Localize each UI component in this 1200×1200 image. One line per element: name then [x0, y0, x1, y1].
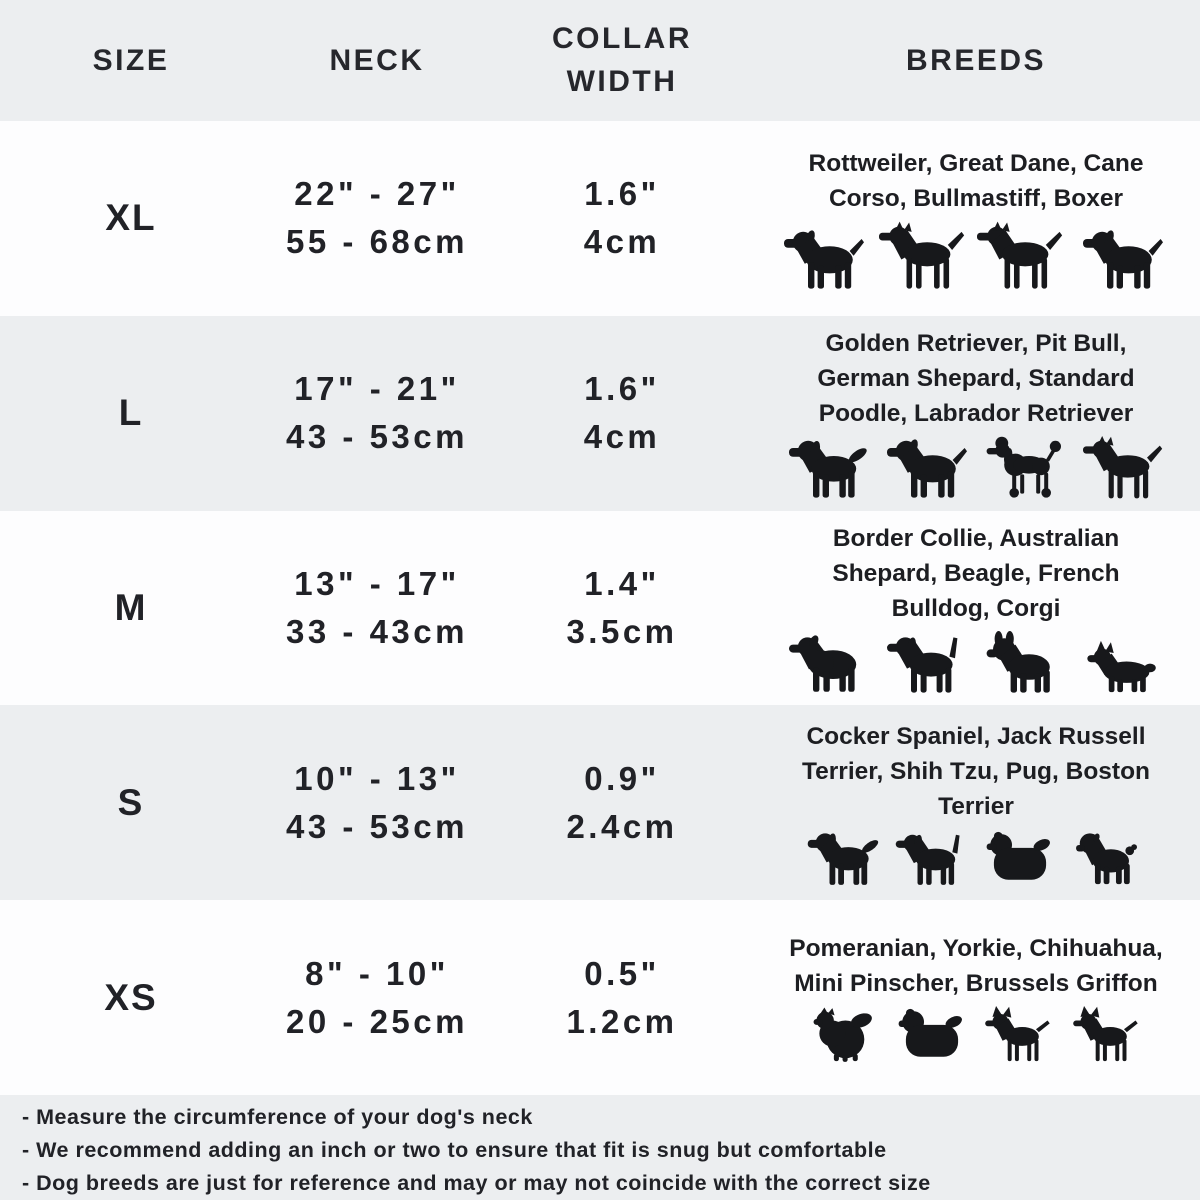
- neck-measurement-m: [262, 560, 492, 656]
- width-cm: 1.2cm: [566, 1002, 678, 1040]
- beagle-icon: [884, 631, 970, 695]
- width-inches: 1.6": [584, 370, 660, 408]
- table-header: [0, 0, 1200, 121]
- corgi-icon: [1080, 638, 1166, 695]
- note-measure: - Measure the circumference of your dog's neck: [22, 1105, 533, 1130]
- neck-measurement-xl: [262, 170, 492, 266]
- width-cm: 2.4cm: [566, 807, 678, 845]
- width-cm: 3.5cm: [566, 612, 678, 650]
- size-label-xl: XL: [105, 197, 157, 239]
- dog-icons: [786, 436, 1166, 500]
- dog-icons: [786, 631, 1166, 695]
- dog-icons: [806, 829, 1146, 887]
- table-row-xs: [0, 900, 1200, 1095]
- breeds-cell-l: [752, 316, 1200, 511]
- table-row-s: [0, 705, 1200, 900]
- bullmastiff-icon: [1075, 227, 1171, 291]
- neck-cm: 43 - 53cm: [286, 418, 468, 456]
- yorkie-icon: [894, 1006, 970, 1064]
- labrador-retriever-icon: [884, 436, 970, 500]
- neck-cm: 20 - 25cm: [286, 1002, 468, 1040]
- header-neck: NECK: [329, 43, 425, 77]
- shih-tzu-icon: [982, 829, 1058, 887]
- jack-russell-terrier-icon: [894, 829, 970, 887]
- size-label-m: M: [114, 586, 148, 628]
- breeds-cell-s: [752, 705, 1200, 900]
- dog-icons: [781, 221, 1171, 291]
- width-inches: 0.5": [584, 954, 660, 992]
- width-inches: 0.9": [584, 759, 660, 797]
- footnotes: [0, 1095, 1200, 1200]
- german-shepherd-icon: [1080, 436, 1166, 500]
- breeds-list: Golden Retriever, Pit Bull, German Shepard, Standard Poodle, Labrador Retriever: [817, 330, 1135, 428]
- collar-width-l: [492, 365, 752, 461]
- australian-shepherd-icon: [786, 631, 872, 695]
- size-label-xs: XS: [104, 976, 158, 1018]
- great-dane-icon: [879, 221, 965, 291]
- neck-inches: 22" - 27": [294, 175, 460, 213]
- header-breeds: BREEDS: [905, 43, 1047, 77]
- neck-cm: 33 - 43cm: [286, 612, 468, 650]
- width-cm: 4cm: [583, 418, 661, 456]
- neck-measurement-s: [262, 755, 492, 851]
- breeds-list: Rottweiler, Great Dane, Cane Corso, Bullmastiff, Boxer: [808, 149, 1144, 212]
- breeds-list: Cocker Spaniel, Jack Russell Terrier, Shih Tzu, Pug, Boston Terrier: [801, 722, 1150, 820]
- french-bulldog-icon: [982, 631, 1068, 695]
- neck-inches: 17" - 21": [294, 370, 460, 408]
- table-row-l: [0, 316, 1200, 511]
- collar-width-xl: [492, 170, 752, 266]
- breeds-cell-m: [752, 511, 1200, 706]
- dog-icons: [806, 1006, 1146, 1064]
- collar-width-s: [492, 755, 752, 851]
- breeds-list: Pomeranian, Yorkie, Chihuahua, Mini Pinscher, Brussels Griffon: [789, 935, 1163, 998]
- note-reference: - Dog breeds are just for reference and may or may not coincide with the correct size: [22, 1171, 931, 1196]
- collar-width-xs: [492, 950, 752, 1046]
- neck-measurement-l: [262, 365, 492, 461]
- chihuahua-icon: [982, 1006, 1058, 1064]
- breeds-list: Border Collie, Australian Shepard, Beagle, French Bulldog, Corgi: [832, 524, 1120, 622]
- size-label-s: S: [117, 781, 145, 823]
- table-row-xl: [0, 121, 1200, 316]
- note-recommend: - We recommend adding an inch or two to ensure that fit is snug but comfortable: [22, 1138, 887, 1163]
- width-cm: 4cm: [583, 223, 661, 261]
- size-label-l: L: [118, 392, 144, 434]
- min-pinscher-icon: [1070, 1006, 1146, 1064]
- header-collar-width-label: COLLAR WIDTH: [552, 21, 692, 99]
- rottweiler-icon: [781, 227, 867, 291]
- breeds-cell-xs: [752, 900, 1200, 1095]
- neck-cm: 43 - 53cm: [286, 807, 468, 845]
- poodle-icon: [982, 436, 1068, 500]
- collar-width-m: [492, 560, 752, 656]
- pomeranian-icon: [806, 1006, 882, 1064]
- neck-inches: 13" - 17": [294, 565, 460, 603]
- breeds-cell-xl: [752, 121, 1200, 316]
- width-inches: 1.4": [584, 565, 660, 603]
- neck-cm: 55 - 68cm: [286, 223, 468, 261]
- width-inches: 1.6": [584, 175, 660, 213]
- neck-inches: 8" - 10": [305, 954, 449, 992]
- header-size: SIZE: [92, 43, 170, 77]
- doberman-icon: [977, 221, 1063, 291]
- cocker-spaniel-icon: [806, 829, 882, 887]
- golden-retriever-icon: [786, 436, 872, 500]
- neck-inches: 10" - 13": [294, 759, 460, 797]
- neck-measurement-xs: [262, 950, 492, 1046]
- header-collar-width: [492, 17, 752, 104]
- table-row-m: [0, 511, 1200, 706]
- pug-icon: [1070, 829, 1146, 887]
